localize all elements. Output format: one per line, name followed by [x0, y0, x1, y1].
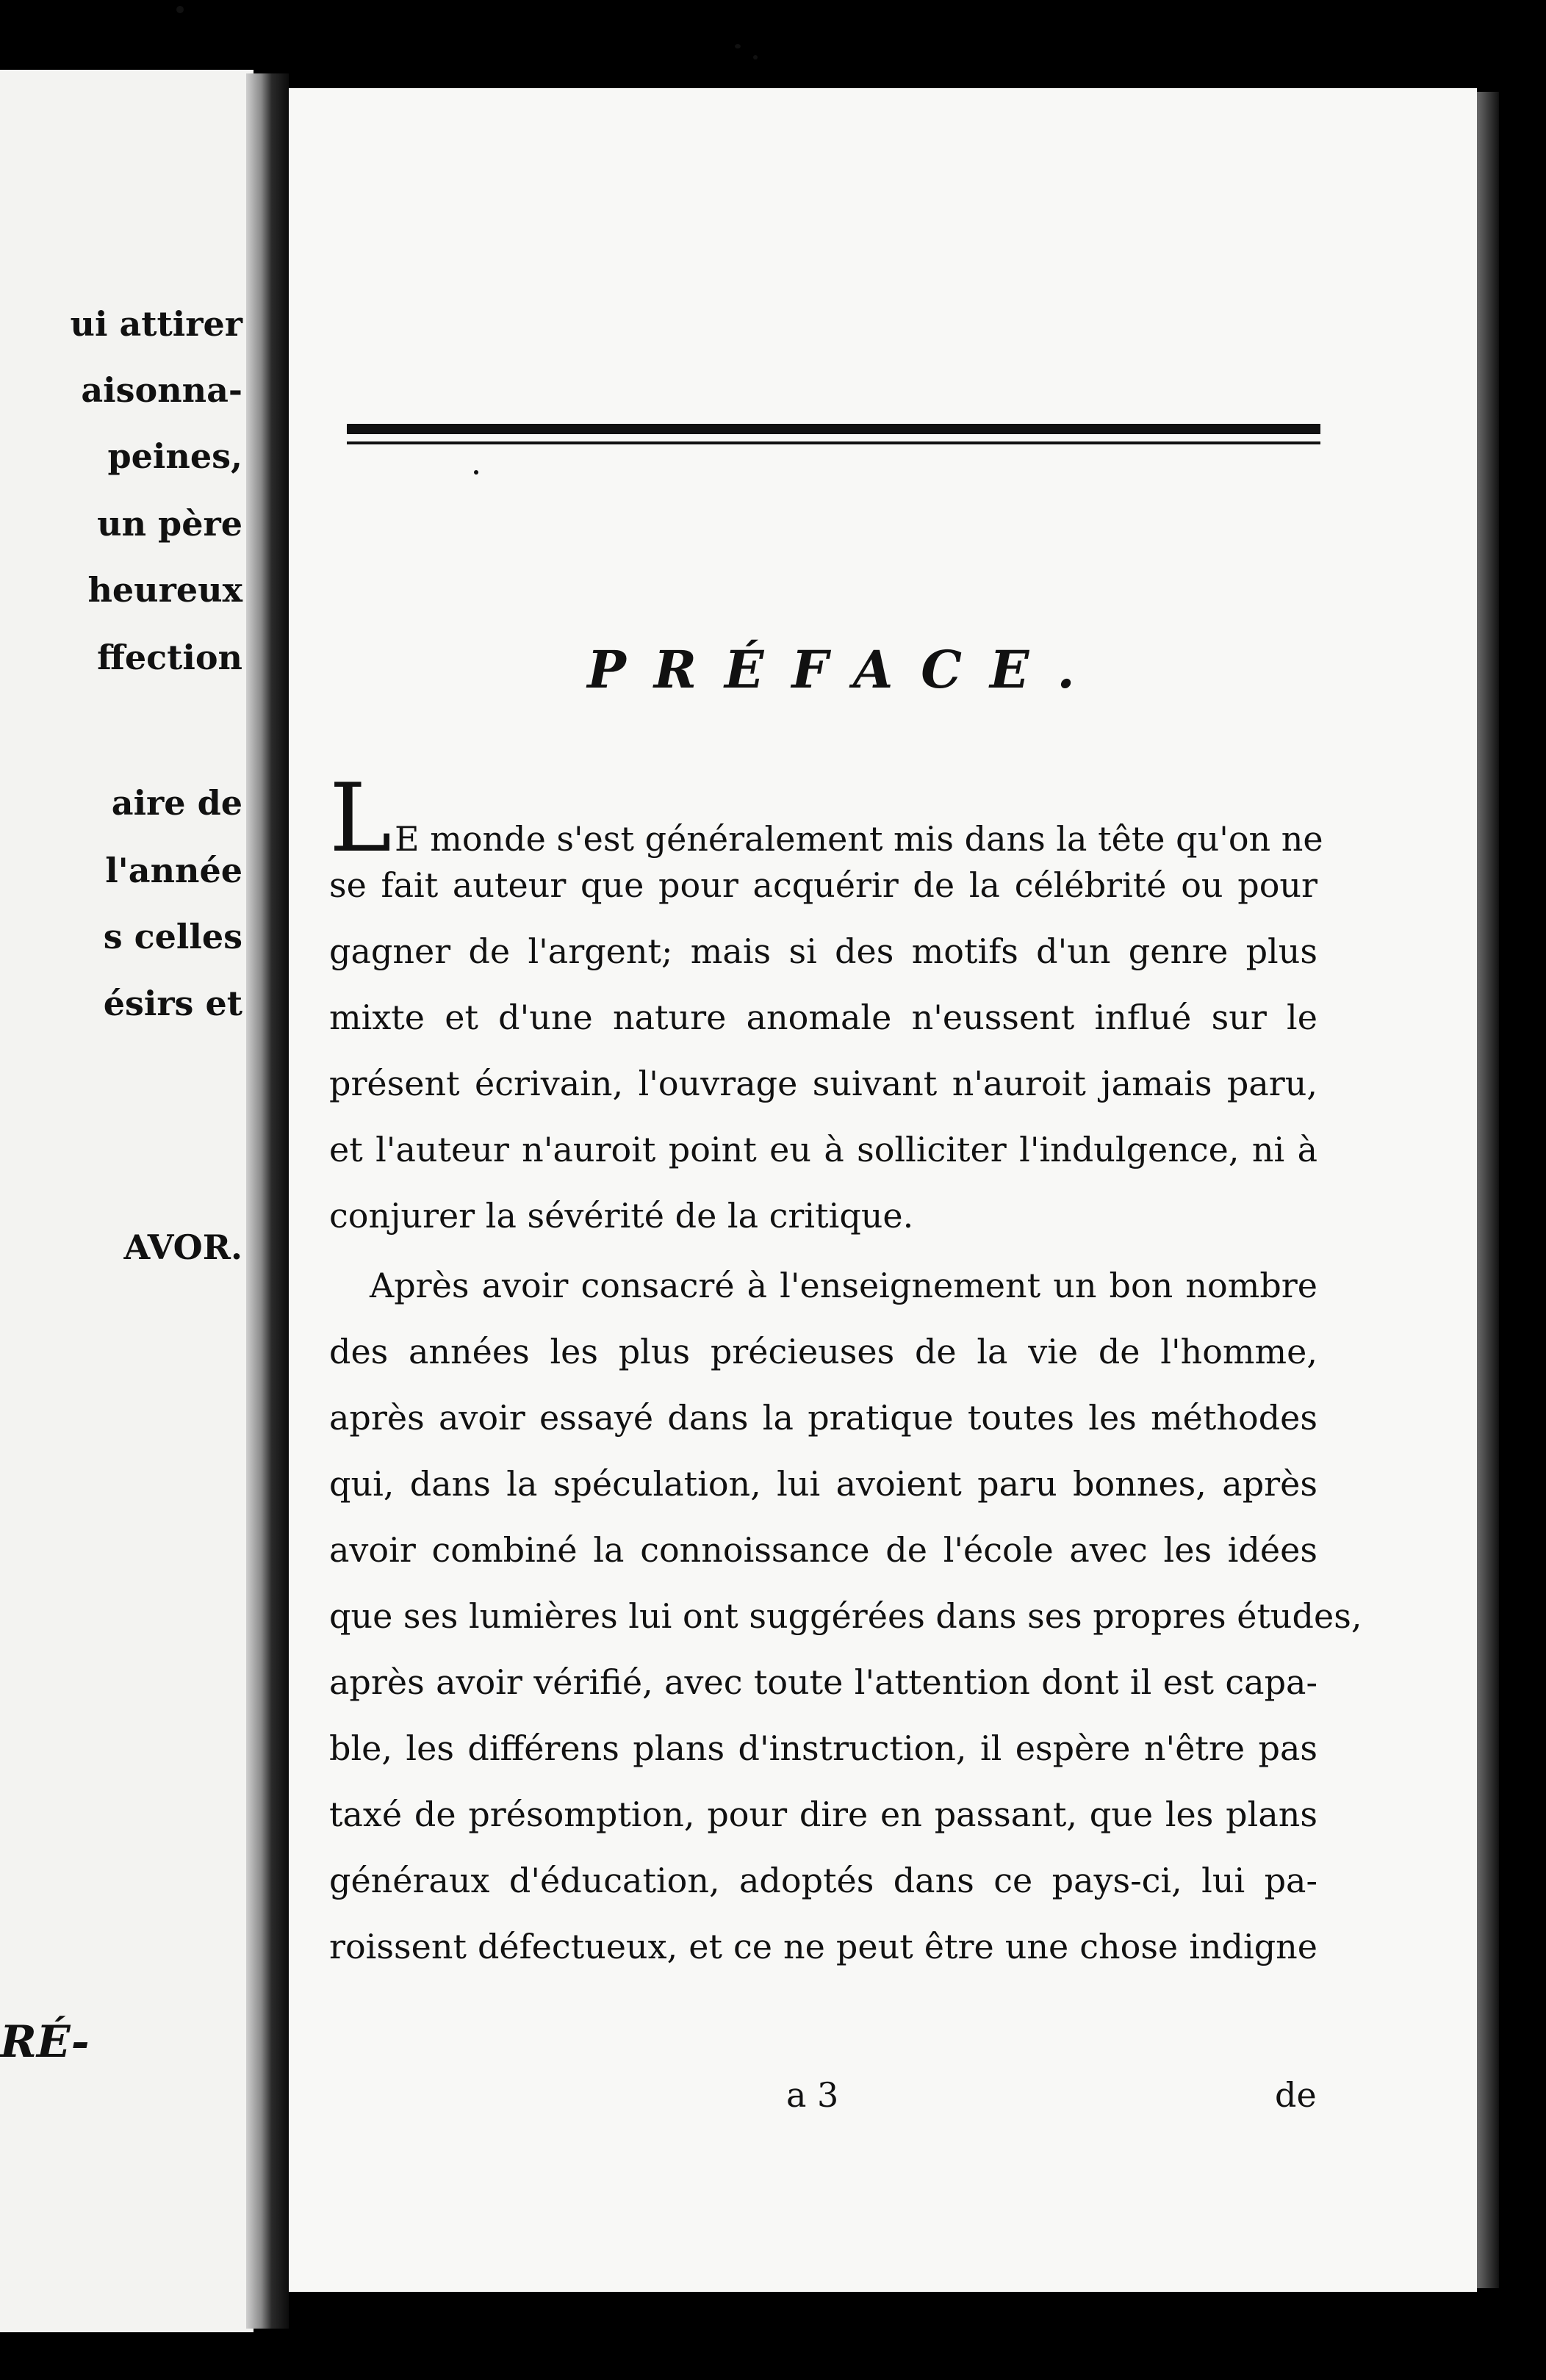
paragraph-line: après avoir vérifié, avec toute l'attention dont il est capa- [329, 1662, 1317, 1702]
paragraph-1-line-1: LE monde s'est généralement mis dans la tête qu'on ne [329, 764, 1323, 873]
page-title: PRÉFACE. [587, 639, 1103, 700]
left-line: ui attirer [70, 304, 242, 344]
page-edge-shadow [1477, 92, 1499, 2288]
left-line: aisonna- [81, 370, 242, 410]
paragraph-line: généraux d'éducation, adoptés dans ce pays-ci, lui pa- [329, 1861, 1317, 1900]
left-line: l'année [105, 851, 242, 890]
left-signature: AVOR. [123, 1227, 242, 1267]
left-line: peines, [107, 436, 242, 476]
paragraph-line: présent écrivain, l'ouvrage suivant n'auroit jamais paru, [329, 1064, 1317, 1103]
scan-speck [176, 6, 184, 13]
scan-speck [753, 55, 758, 60]
left-line: aire de [111, 783, 242, 823]
left-line: heureux [87, 570, 242, 610]
paragraph-line: gagner de l'argent; mais si des motifs d'un genre plus [329, 931, 1317, 971]
paragraph-line: après avoir essayé dans la pratique toutes les méthodes [329, 1398, 1317, 1438]
paragraph-line: roissent défectueux, et ce ne peut être une chose indigne [329, 1927, 1317, 1966]
left-line: ffection [97, 638, 242, 677]
paragraph-line: qui, dans la spéculation, lui avoient paru bonnes, après [329, 1464, 1317, 1504]
scan-speck [474, 470, 478, 475]
paragraph-line: taxé de présomption, pour dire en passant, que les plans [329, 1795, 1317, 1834]
left-line: un père [97, 504, 242, 544]
left-catchword: RÉ- [0, 2016, 90, 2068]
paragraph-line: avoir combiné la connoissance de l'école avec les idées [329, 1530, 1317, 1570]
catchword: de [1275, 2075, 1317, 2115]
paragraph-line: ble, les différens plans d'instruction, il espère n'être pas [329, 1728, 1317, 1768]
paragraph-2-line-1: Après avoir consacré à l'enseignement un bon nombre [370, 1266, 1317, 1305]
paragraph-line: et l'auteur n'auroit point eu à solliciter l'indulgence, ni à [329, 1130, 1317, 1169]
paragraph-line: mixte et d'une nature anomale n'eussent influé sur le [329, 998, 1317, 1037]
double-rule-top [347, 424, 1320, 434]
signature-mark: a 3 [786, 2075, 839, 2115]
double-rule-bottom [347, 441, 1320, 444]
scan-speck [735, 44, 741, 48]
left-line: ésirs et [103, 984, 242, 1023]
book-gutter [246, 73, 289, 2329]
left-line: s celles [103, 917, 242, 956]
paragraph-line: des années les plus précieuses de la vie de l'homme, [329, 1332, 1317, 1371]
paragraph-line: se fait auteur que pour acquérir de la célébrité ou pour [329, 865, 1317, 905]
drop-cap: L [329, 764, 392, 873]
paragraph-line: conjurer la sévérité de la critique. [329, 1196, 914, 1236]
paragraph-line: que ses lumières lui ont suggérées dans ses propres études, [329, 1596, 1362, 1636]
